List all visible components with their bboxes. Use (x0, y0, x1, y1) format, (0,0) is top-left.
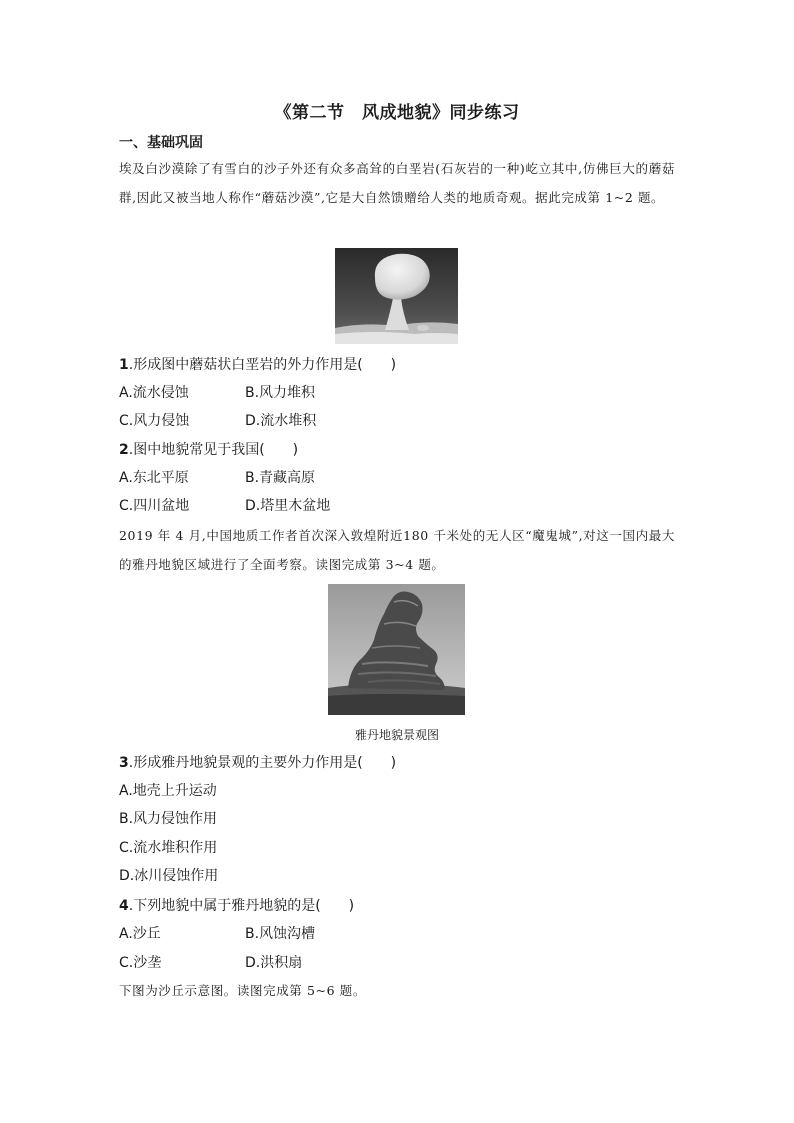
question-3 (119, 753, 396, 773)
q2-option-b: B.青藏高原 (245, 470, 316, 486)
q3-option-a: A.地壳上升运动 (119, 783, 217, 799)
yardang-caption: 雅丹地貌景观图 (354, 728, 439, 742)
q1-option-d: D.流水堆积 (245, 413, 317, 429)
section-heading: 一、基础巩固 (119, 135, 203, 151)
q4-option-d: D.洪积扇 (245, 955, 303, 971)
q1-option-a: A.流水侵蚀 (119, 385, 189, 401)
q2-option-c: C.四川盆地 (119, 498, 190, 514)
question-4 (119, 896, 354, 916)
q4-option-c: C.沙垄 (119, 955, 162, 971)
question-number: 3 (119, 755, 129, 771)
q3-option-d: D.冰川侵蚀作用 (119, 868, 219, 884)
q1-option-b: B.风力堆积 (245, 385, 316, 401)
question-2 (119, 440, 298, 460)
yardang-photo (328, 584, 465, 715)
q1-option-c: C.风力侵蚀 (119, 413, 190, 429)
q2-option-d: D.塔里木盆地 (245, 498, 331, 514)
passage-white-desert: 埃及白沙漠除了有雪白的沙子外还有众多高耸的白垩岩(石灰岩的一种)屹立其中,仿佛巨大的蘑菇群,因此又被当地人称作“蘑菇沙漠”,它是大自然馈赠给人类的地质奇观。据此完成第 1~2 题。 (119, 161, 675, 205)
question-number: 2 (119, 442, 129, 458)
passage-dunes: 下图为沙丘示意图。读图完成第 5~6 题。 (119, 983, 366, 998)
question-text: .下列地貌中属于雅丹地貌的是( ) (128, 898, 355, 914)
passage-yardang: 2019 年 4 月,中国地质工作者首次深入敦煌附近180 千米处的无人区“魔鬼城”,对这一国内最大的雅丹地貌区域进行了全面考察。读图完成第 3~4 题。 (119, 528, 675, 572)
question-text: .形成雅丹地貌景观的主要外力作用是( ) (128, 755, 397, 771)
question-number: 4 (119, 898, 129, 914)
question-number: 1 (119, 357, 129, 373)
q2-option-a: A.东北平原 (119, 470, 189, 486)
page-title: 《第二节 风成地貌》同步练习 (274, 103, 520, 123)
question-text: .形成图中蘑菇状白垩岩的外力作用是( ) (128, 357, 397, 373)
q4-option-a: A.沙丘 (119, 926, 161, 942)
q3-option-c: C.流水堆积作用 (119, 840, 218, 856)
mushroom-rock-photo (335, 248, 458, 344)
q3-option-b: B.风力侵蚀作用 (119, 811, 218, 827)
question-1 (119, 355, 396, 375)
q4-option-b: B.风蚀沟槽 (245, 926, 316, 942)
question-text: .图中地貌常见于我国( ) (128, 442, 299, 458)
